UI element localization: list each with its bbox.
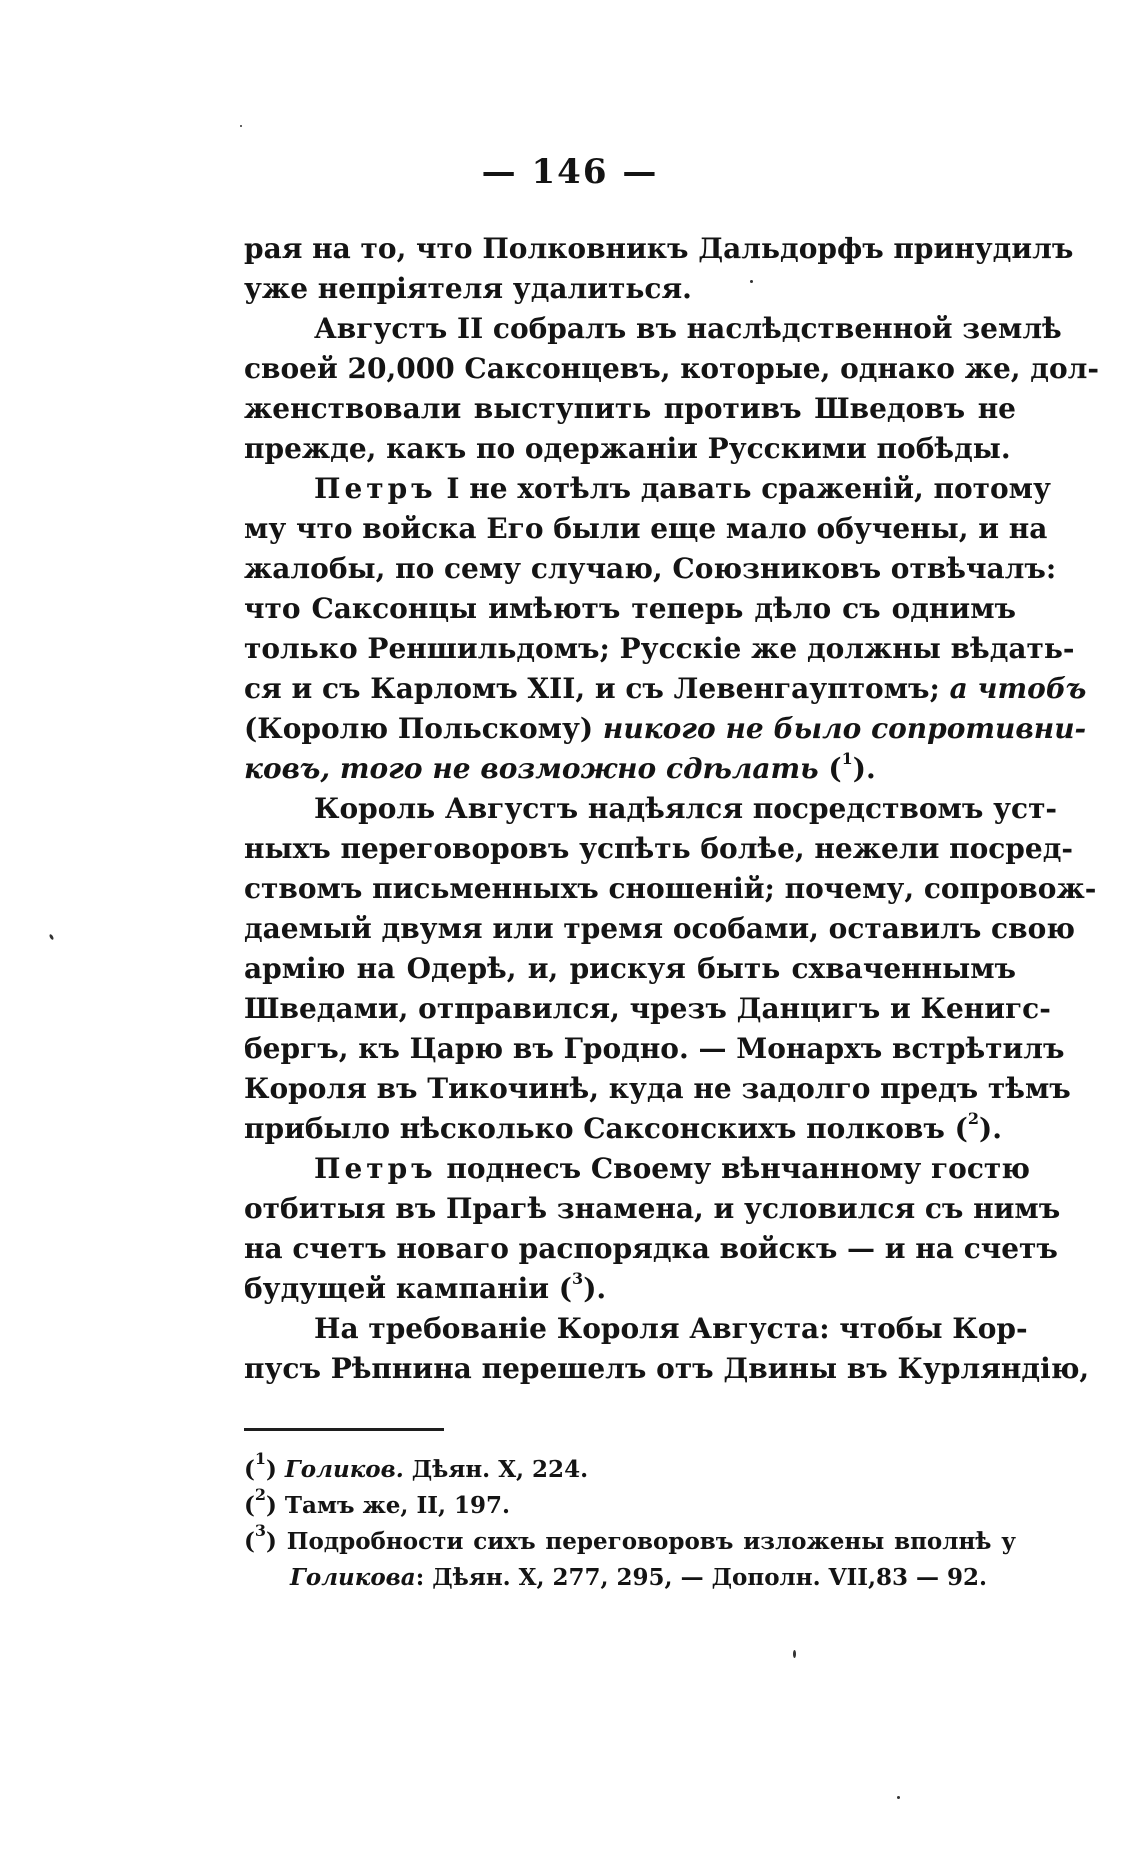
text-line: уже непріятеля удалиться. — [244, 272, 692, 305]
text-segment: прибыло нѣсколько Саксонскихъ полковъ — [244, 1112, 945, 1145]
footnote-divider — [244, 1428, 444, 1431]
text-line: жалобы, по сему случаю, Союзниковъ отвѣчалъ: — [244, 552, 1057, 585]
italic-quote: ковъ, того не возможно сдѣлать — [244, 752, 819, 785]
text-line: ныхъ переговоровъ успѣть болѣе, нежели посред- — [244, 832, 1073, 865]
text-line: армію на Одерѣ, и, рискуя быть схваченнымъ — [244, 952, 1016, 985]
text-line: отбитыя въ Прагѣ знамена, и условился съ нимъ — [244, 1192, 1061, 1225]
text-segment: будущей кампаніи — [244, 1272, 550, 1305]
text-line: Шведами, отправился, чрезъ Данцигъ и Кенигс- — [244, 992, 1051, 1025]
name-peter: Петръ — [314, 1152, 437, 1185]
footnote-2: ($^2$) Тамъ же, II, 197. — [244, 1485, 510, 1519]
name-peter: Петръ — [314, 472, 437, 505]
footnote-text: Подробности сихъ переговоровъ изложены вполнѣ у — [286, 1528, 1017, 1555]
text-line: женствовали выступить противъ Шведовъ не — [244, 392, 1016, 425]
footnote-author: Голикова — [290, 1564, 416, 1591]
footnotes — [244, 1449, 1017, 1596]
footnote-reference: Дѣян. X, 224. — [411, 1456, 589, 1483]
text-line — [244, 1149, 1030, 1189]
footnote-author: Голиков. — [284, 1456, 404, 1483]
text-segment: (Королю Польскому) — [244, 712, 594, 745]
text-line: ствомъ письменныхъ сношеній; почему, сопровож- — [244, 872, 1097, 905]
text-line: Король Августъ надѣялся посредствомъ уст- — [314, 792, 1058, 825]
page-number: — 146 — — [481, 152, 659, 192]
footnote-3: ($^3$) Подробности сихъ переговоровъ изложены вполнѣ у — [244, 1521, 1017, 1555]
footnote-mark: 1 — [254, 1449, 267, 1469]
footnote-ref-2[interactable]: 2 — [967, 1108, 979, 1128]
footnote-reference: : Дѣян. X, 277, 295, — Дополн. VII,83 — 92. — [415, 1564, 988, 1591]
text-line: своей 20,000 Саксонцевъ, которые, однако же, дол- — [244, 352, 1099, 385]
text-line — [244, 469, 1051, 509]
text-line: бергъ, къ Царю въ Гродно. — Монархъ встрѣтилъ — [244, 1032, 1065, 1065]
italic-quote: а чтобъ — [949, 672, 1087, 705]
footnote-mark: 3 — [254, 1521, 267, 1541]
text-line: пусъ Рѣпнина перешелъ отъ Двины въ Курляндію, — [244, 1352, 1090, 1385]
text-line: на счетъ новаго распорядка войскъ — и на счетъ — [244, 1232, 1058, 1265]
scan-speck — [750, 280, 753, 283]
text-line: только Реншильдомъ; Русскіе же должны вѣдать- — [244, 632, 1075, 665]
text-line: Августъ II собралъ въ наслѣдственной землѣ — [314, 312, 1062, 345]
footnote-3-continuation — [244, 1560, 1016, 1596]
text-segment: поднесъ Своему вѣнчанному гостю — [446, 1152, 1030, 1185]
scan-speck — [240, 125, 242, 127]
text-line: будущей кампаніи ($^3$). — [244, 1268, 607, 1305]
text-line: На требованіе Короля Августа: чтобы Кор- — [314, 1312, 1028, 1345]
scan-speck — [897, 1796, 900, 1799]
text-line: прибыло нѣсколько Саксонскихъ полковъ ($^2$). — [244, 1108, 1002, 1145]
text-line: ковъ, того не возможно сдѣлать ($^1$). — [244, 748, 876, 785]
scan-speck — [49, 934, 55, 941]
footnote-1: ($^1$) Голиков. Дѣян. X, 224. — [244, 1449, 589, 1483]
text-line — [244, 669, 1087, 709]
text-segment: I не хотѣлъ давать сраженій, потому — [446, 472, 1051, 505]
text-line: даемый двумя или тремя особами, оставилъ свою — [244, 912, 1075, 945]
text-line: му что войска Его были еще мало обучены, и на — [244, 512, 1048, 545]
text-line: что Саксонцы имѣютъ теперь дѣло съ однимъ — [244, 592, 1016, 625]
text-line: прежде, какъ по одержаніи Русскими побѣды. — [244, 432, 1011, 465]
text-line: Короля въ Тикочинѣ, куда не задолго предъ тѣмъ — [244, 1072, 1071, 1105]
italic-quote: никого не было сопротивни- — [602, 712, 1087, 745]
text-line: рая на то, что Полковникъ Дальдорфъ принудилъ — [244, 232, 1074, 265]
footnote-mark: 2 — [254, 1485, 267, 1505]
footnote-text: Тамъ же, II, 197. — [284, 1492, 510, 1519]
text-line — [244, 709, 1087, 749]
footnote-ref-3[interactable]: 3 — [572, 1268, 584, 1288]
text-segment: ся и съ Карломъ XII, и съ Левенгауптомъ; — [244, 672, 940, 705]
footnote-ref-1[interactable]: 1 — [841, 748, 853, 768]
scan-speck — [793, 1650, 796, 1658]
main-text — [244, 229, 1099, 1389]
